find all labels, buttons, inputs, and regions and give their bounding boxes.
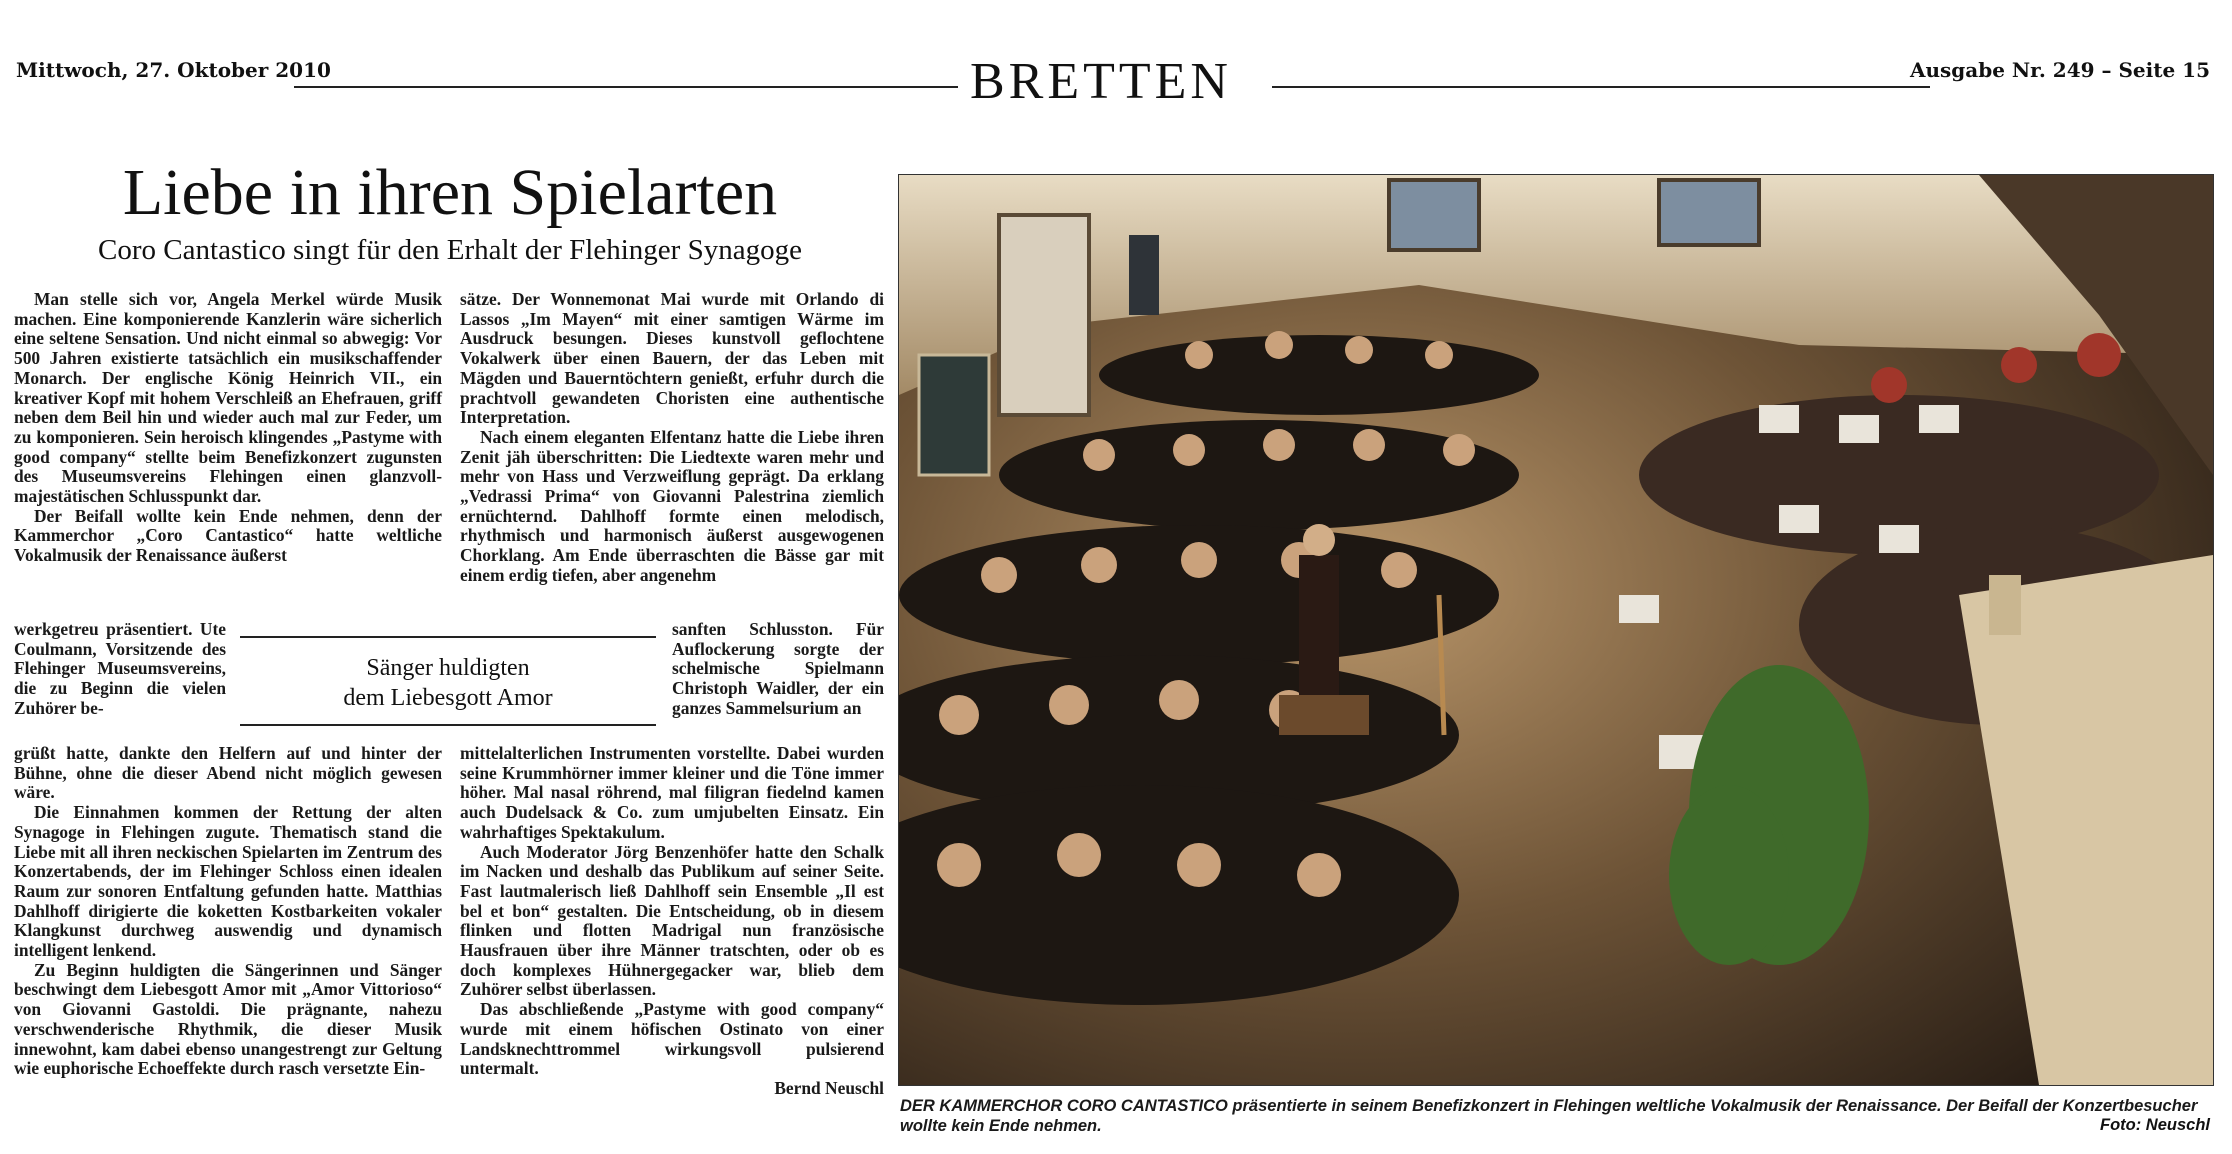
pull-quote-line-1: Sänger huldigten [366, 655, 530, 681]
column-2-narrow [672, 620, 884, 719]
pull-quote-line-2: dem Liebesgott Amor [343, 685, 553, 711]
column-1-top [14, 290, 442, 566]
section-title: BRETTEN [970, 53, 1232, 110]
author-byline: Bernd Neuschl [774, 1077, 884, 1098]
paragraph: sanften Schlusston. Für Auflockerung sorgte der schelmische Spielmann Christoph Waidler, der ein ganzes Sammelsurium an [672, 619, 884, 718]
column-1-narrow [14, 620, 226, 719]
article-subheadline: Coro Cantastico singt für den Erhalt der Flehinger Synagoge [98, 234, 802, 266]
paragraph: grüßt hatte, dankte den Helfern auf und hinter der Bühne, ohne die dieser Abend nicht möglich gewesen wäre. [14, 743, 442, 803]
column-2-bottom [460, 744, 884, 1099]
photo-caption: DER KAMMERCHOR CORO CANTASTICO präsentierte in seinem Benefizkonzert in Flehingen weltliche Vokalmusik der Renaissance. Der Beifall der Konzertbesucher wollte kein Ende nehmen. [900, 1097, 2198, 1135]
header-rule-left [294, 86, 958, 88]
article-headline: Liebe in ihren Spielarten [122, 156, 778, 229]
paragraph: Man stelle sich vor, Angela Merkel würde Musik machen. Eine komponierende Kanzlerin wäre sicherlich eine seltene Sensation. Und nicht einmal so abwegig: Vor 500 Jahren existierte tatsächlich ein musikschaffender Monarch. Der englische König Heinrich VII., ein kreativer Kopf mit hohem Verschleiß an Ehefrauen, griff neben dem Beil hin und wieder auch mal zur Feder, um zu komponieren. Sein heroisch klingendes „Pastyme with good company“ stellte beim Benefizkonzert zugunsten des Museumsvereins Flehingen einen glanzvoll-majestätischen Schlusspunkt dar. [14, 289, 442, 507]
paragraph: mittelalterlichen Instrumenten vorstellte. Dabei wurden seine Krummhörner immer kleiner und die Töne immer höher. Mal nasal röhrend, mal filigran fiedelnd kamen auch Dudelsack & Co. zum umjubelten Einsatz. Ein wahrhaftiges Spektakulum. [460, 743, 884, 842]
concert-photo [898, 174, 2214, 1086]
column-2-top [460, 290, 884, 586]
photo-credit: Foto: Neuschl [2100, 1116, 2210, 1134]
paragraph: Auch Moderator Jörg Benzenhöfer hatte den Schalk im Nacken und deshalb das Publikum auf seiner Seite. Fast lautmalerisch ließ Dahlhoff sein Ensemble „Il est bel et bon“ gestalten. Die Entscheidung, ob in diesem flinken und flotten Madrigal nun französische Hausfrauen über ihre Männer tratschten, oder ob es doch komplexes Hühnergegacker war, blieb dem Zuhörer selbst überlassen. [460, 841, 884, 1000]
paragraph: Nach einem eleganten Elfentanz hatte die Liebe ihren Zenit jäh überschritten: Die Liedtexte waren mehr und mehr von Hass und Verzweiflung geprägt. Da erklang „Vedrassi Prima“ von Giovanni Palestrina ziemlich ernüchternd. Dahlhoff formte einen melodisch, rhythmisch und harmonisch äußerst ausgewogenen Chorklang. Am Ende überraschten die Bässe gar mit einem erdig tiefen, aber angenehm [460, 426, 884, 585]
paragraph: Das abschließende „Pastyme with good company“ wurde mit einem höfischen Ostinato von einer Landsknechttrommel wirkungsvoll pulsierend untermalt. [460, 999, 884, 1079]
paragraph: Der Beifall wollte kein Ende nehmen, denn der Kammerchor „Coro Cantastico“ hatte weltliche Vokalmusik der Renaissance äußerst [14, 505, 442, 566]
paragraph: Zu Beginn huldigten die Sängerinnen und Sänger beschwingt dem Liebesgott Amor mit „Amor Vittorioso“ von Giovanni Gastoldi. Die prägnante, nahezu verschwenderische Rhythmik, die dieser Musik innewohnt, kam dabei ebenso unangestrengt zur Geltung wie euphorische Echoeffekte durch rasch versetzte Ein- [14, 959, 442, 1079]
paragraph: werkgetreu präsentiert. Ute Coulmann, Vorsitzende des Flehinger Museumsvereins, die zu Beginn die vielen Zuhörer be- [14, 619, 226, 718]
concert-photo-image [899, 175, 2213, 1085]
pull-quote [240, 636, 656, 726]
issue-date: Mittwoch, 27. Oktober 2010 [16, 58, 331, 82]
column-1-bottom [14, 744, 442, 1079]
paragraph: Die Einnahmen kommen der Rettung der alten Synagoge in Flehingen zugute. Thematisch stand die Liebe mit all ihren neckischen Spielarten im Zentrum des Konzertabends, der im Flehinger Schloss einen idealen Raum zur sonoren Entfaltung gefunden hatte. Matthias Dahlhoff dirigierte die koketten Kostbarkeiten vokaler Klangkunst durchweg auswendig und dynamisch intelligent lenkend. [14, 802, 442, 961]
header-rule-right [1272, 86, 1930, 88]
paragraph: sätze. Der Wonnemonat Mai wurde mit Orlando di Lassos „Im Mayen“ mit einer samtigen Wärme im Ausdruck besungen. Dieses kunstvoll geflochtene Vokalwerk über einen Bauern, der das Leben mit Mägden und Bauerntöchtern genießt, erfuhr durch die prachtvoll gewandeten Choristen eine authentische Interpretation. [460, 289, 884, 428]
issue-number: Ausgabe Nr. 249 – Seite 15 [1909, 58, 2210, 82]
